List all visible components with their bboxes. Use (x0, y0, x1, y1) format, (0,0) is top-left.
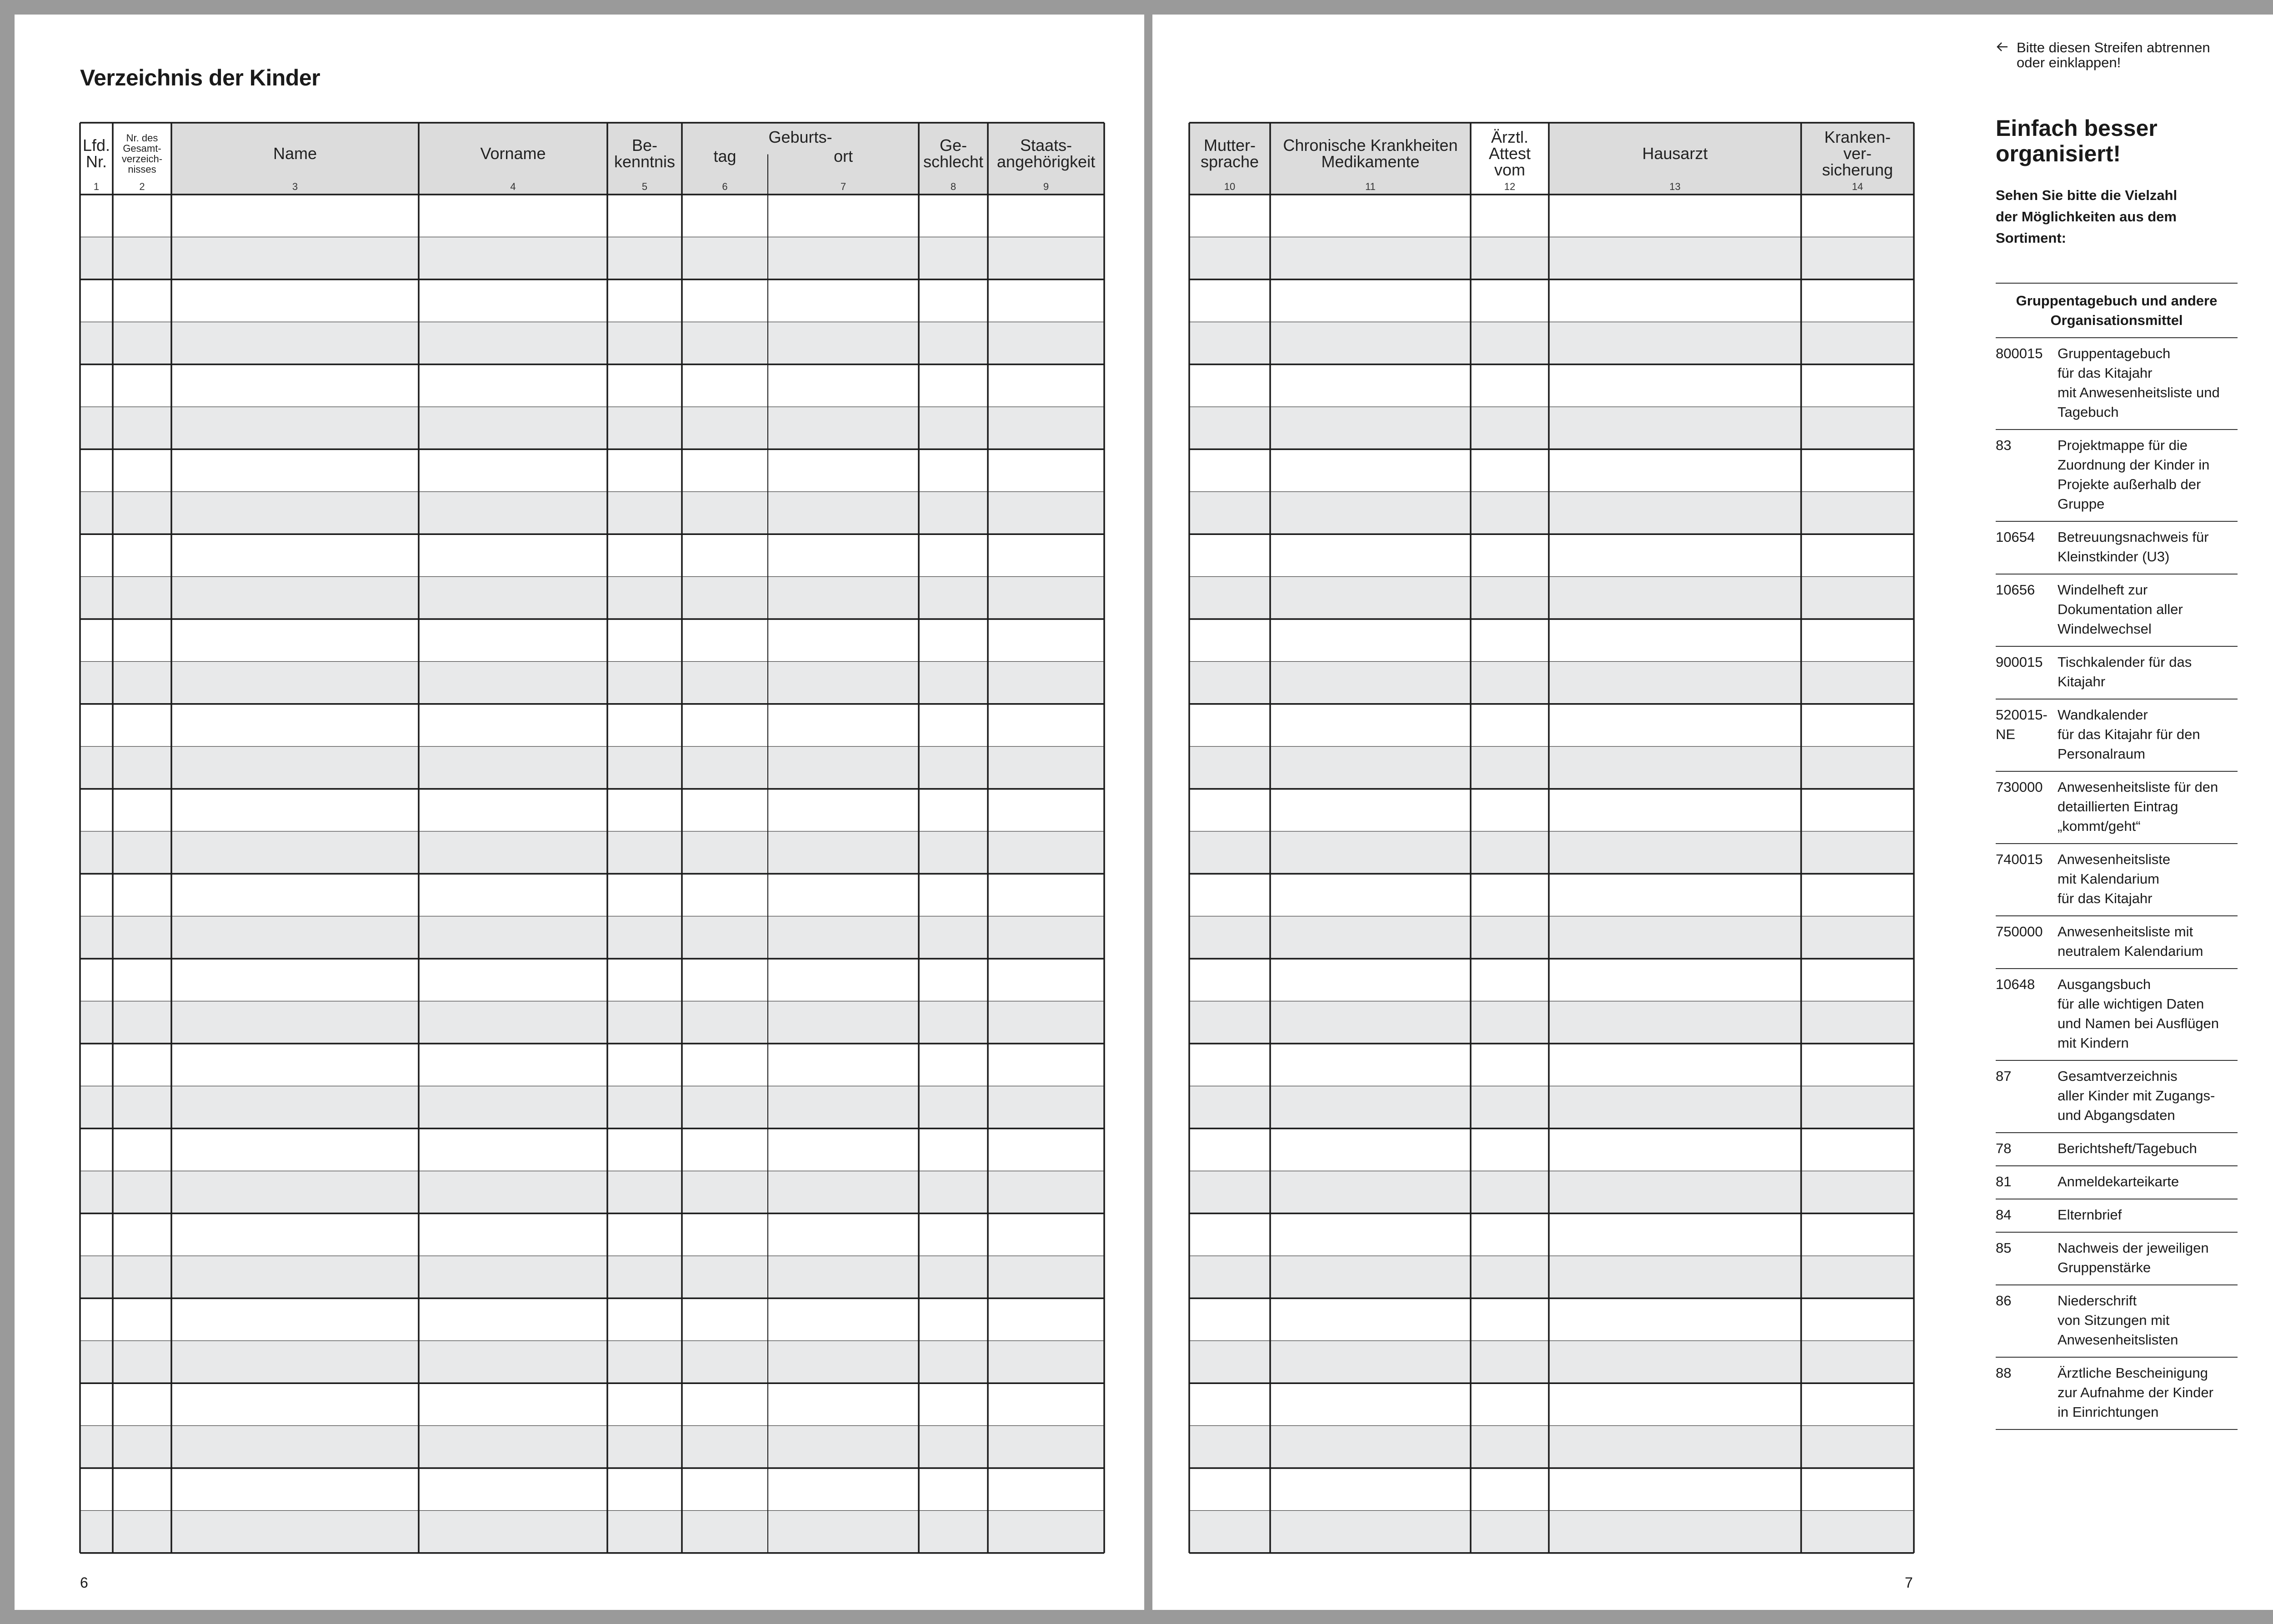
product-code: 800015 (1996, 345, 2043, 361)
table-row-bg (1189, 1426, 1914, 1468)
product-description: Wandkalender für das Kitajahr für den Personalraum (2058, 707, 2200, 762)
table-row-bg (1189, 1341, 1914, 1383)
table-row-bg (1189, 407, 1914, 449)
divider (1996, 1357, 2238, 1358)
column-number: 9 (1043, 181, 1049, 192)
page-number: 6 (80, 1574, 88, 1591)
product-description: Nachweis der jeweiligen Gruppenstärke (2058, 1240, 2209, 1275)
table-row-bg (80, 407, 1104, 449)
divider (1996, 521, 2238, 522)
tear-off-note (1996, 40, 2250, 70)
product-description: Betreuungsnachweis für Kleinstkinder (U3) (2058, 529, 2209, 565)
table-row-bg (80, 1171, 1104, 1213)
table-row-bg (80, 1086, 1104, 1128)
product-description: Ärztliche Bescheinigung zur Aufnahme der Kinder in Einrichtungen (2058, 1365, 2213, 1420)
column-number: 1 (93, 181, 100, 192)
divider (1996, 1165, 2238, 1166)
product-code: 10656 (1996, 582, 2035, 598)
page-title: Verzeichnis der Kinder (80, 65, 320, 90)
product-description: Ausgangsbuch für alle wichtigen Daten und Namen bei Ausflügen mit Kindern (2058, 976, 2219, 1051)
product-description: Windelheft zur Dokumentation aller Windelwechsel (2058, 582, 2183, 637)
divider (1996, 574, 2238, 575)
column-number: 14 (1852, 181, 1863, 192)
table-row-bg (1189, 831, 1914, 874)
divider (1996, 1232, 2238, 1233)
product-description: Gesamtverzeichnis aller Kinder mit Zugangs- und Abgangsdaten (2058, 1068, 2215, 1123)
right-page (1152, 15, 2273, 1610)
page-number: 7 (1905, 1574, 1913, 1591)
product-description: Elternbrief (2058, 1207, 2122, 1223)
product-list-item (1996, 435, 2238, 514)
table-row-bg (80, 1256, 1104, 1298)
table-row-bg (1189, 916, 1914, 959)
product-code: 750000 (1996, 924, 2043, 939)
product-code: 10648 (1996, 976, 2035, 992)
product-description: Gruppentagebuch für das Kitajahr mit Anwesenheitsliste und Tagebuch (2058, 345, 2220, 420)
product-description: Niederschrift von Sitzungen mit Anwesenheitslisten (2058, 1293, 2178, 1348)
product-list-item (1996, 1363, 2238, 1422)
product-code: 81 (1996, 1174, 2012, 1189)
product-code: 10654 (1996, 529, 2035, 545)
divider (1996, 429, 2238, 430)
column-number: 12 (1504, 181, 1516, 192)
arrow-left-icon (1996, 40, 2009, 56)
product-code: 78 (1996, 1140, 2012, 1156)
table-row-bg (1189, 1001, 1914, 1044)
column-group-header: Geburts- (768, 128, 832, 146)
column-header: Vorname (480, 144, 546, 163)
strip-headline: Einfach besser organisiert! (1996, 115, 2158, 166)
column-number: 3 (292, 181, 298, 192)
divider (1996, 843, 2238, 844)
product-code: 900015 (1996, 654, 2043, 670)
column-header: Name (273, 144, 317, 163)
table-row-bg (1189, 1510, 1914, 1553)
column-header: Ge- schlecht (923, 136, 984, 171)
product-list-item (1996, 1205, 2238, 1224)
divider (1996, 771, 2238, 772)
table-row-bg (80, 492, 1104, 534)
divider (1996, 283, 2238, 284)
column-header: Kranken- ver- sicherung (1822, 128, 1893, 179)
product-code: 740015 (1996, 851, 2043, 867)
section-title: Gruppentagebuch und andere Organisationsmittel (2016, 293, 2218, 328)
divider (1996, 699, 2238, 700)
column-number: 2 (139, 181, 145, 192)
table-row-bg (80, 1001, 1104, 1044)
column-header: Lfd. Nr. (82, 136, 110, 171)
product-description: Tischkalender für das Kitajahr (2058, 654, 2192, 690)
table-grid (1152, 15, 1993, 1610)
product-list-item (1996, 580, 2238, 639)
product-list-item (1996, 652, 2238, 691)
product-list-item (1996, 1238, 2238, 1277)
column-header: Nr. des Gesamt- verzeich- nisses (121, 132, 163, 175)
product-description: Anmeldekarteikarte (2058, 1174, 2179, 1189)
table-row-bg (80, 1510, 1104, 1553)
column-header: Chronische Krankheiten Medikamente (1283, 136, 1458, 171)
table-grid (15, 15, 1144, 1610)
product-list-item (1996, 705, 2238, 764)
column-number: 11 (1365, 181, 1376, 192)
column-number: 5 (641, 181, 648, 192)
product-description: Anwesenheitsliste mit neutralem Kalendarium (2058, 924, 2203, 959)
strip-subheadline: Sehen Sie bitte die Vielzahl der Möglichkeiten aus dem Sortiment: (1996, 187, 2178, 246)
product-list-item (1996, 1172, 2238, 1191)
column-header: Hausarzt (1642, 144, 1708, 163)
divider (1996, 1060, 2238, 1061)
column-number: 8 (950, 181, 956, 192)
table-row-bg (80, 746, 1104, 789)
table-row-bg (80, 661, 1104, 704)
divider (1996, 1284, 2238, 1285)
table-row-bg (1189, 237, 1914, 279)
divider (1996, 915, 2238, 916)
column-header: Mutter- sprache (1200, 136, 1259, 171)
column-number: 10 (1224, 181, 1236, 192)
table-row-bg (1189, 746, 1914, 789)
column-number: 7 (840, 181, 846, 192)
product-list-item (1996, 1291, 2238, 1349)
table-row-bg (80, 577, 1104, 619)
table-row-bg (80, 831, 1104, 874)
column-number: 6 (722, 181, 728, 192)
column-header: Be- kenntnis (614, 136, 676, 171)
children-register-table (15, 15, 1144, 1610)
product-list-item (1996, 777, 2238, 836)
product-list-item (1996, 922, 2238, 961)
product-code: 84 (1996, 1207, 2012, 1223)
table-row-bg (1189, 322, 1914, 364)
column-number: 13 (1669, 181, 1681, 192)
table-row-bg (80, 1341, 1104, 1383)
table-row-bg (80, 1426, 1104, 1468)
tear-off-strip (1996, 15, 2273, 1605)
table-row-bg (1189, 1086, 1914, 1128)
product-description: Anwesenheitsliste für den detaillierten Eintrag „kommt/geht“ (2058, 779, 2218, 834)
product-list-item (1996, 344, 2238, 422)
table-row-bg (1189, 1171, 1914, 1213)
left-page (15, 15, 1144, 1610)
column-header: tag (713, 147, 736, 165)
divider (1996, 968, 2238, 969)
product-description: Projektmappe für die Zuordnung der Kinder in Projekte außerhalb der Gruppe (2058, 437, 2210, 512)
product-code: 87 (1996, 1068, 2012, 1084)
product-code: 88 (1996, 1365, 2012, 1381)
divider (1996, 1429, 2238, 1430)
product-list-item (1996, 849, 2238, 908)
table-row-bg (1189, 661, 1914, 704)
column-number: 4 (510, 181, 516, 192)
product-list-item (1996, 1139, 2238, 1158)
table-row-bg (1189, 1256, 1914, 1298)
product-code: 730000 (1996, 779, 2043, 795)
product-code: 85 (1996, 1240, 2012, 1256)
table-row-bg (1189, 492, 1914, 534)
table-row-bg (80, 916, 1104, 959)
table-row-bg (1189, 577, 1914, 619)
product-list-item (1996, 527, 2238, 566)
divider (1996, 1132, 2238, 1133)
product-code: 86 (1996, 1293, 2012, 1309)
product-list-item (1996, 1066, 2238, 1125)
tear-off-note-text: Bitte diesen Streifen abtrennen oder einklappen! (2017, 40, 2210, 70)
product-code: 83 (1996, 437, 2012, 453)
column-header: Ärztl. Attest vom (1488, 128, 1531, 179)
table-row-bg (80, 237, 1104, 279)
product-description: Anwesenheitsliste mit Kalendarium für das Kitajahr (2058, 851, 2171, 906)
column-header: ort (833, 147, 853, 165)
product-list-item (1996, 974, 2238, 1053)
divider (1996, 646, 2238, 647)
column-header: Staats- angehörigkeit (996, 136, 1096, 171)
table-row-bg (80, 322, 1104, 364)
product-code: 520015- NE (1996, 707, 2048, 742)
divider (1996, 337, 2238, 338)
product-description: Berichtsheft/Tagebuch (2058, 1140, 2197, 1156)
